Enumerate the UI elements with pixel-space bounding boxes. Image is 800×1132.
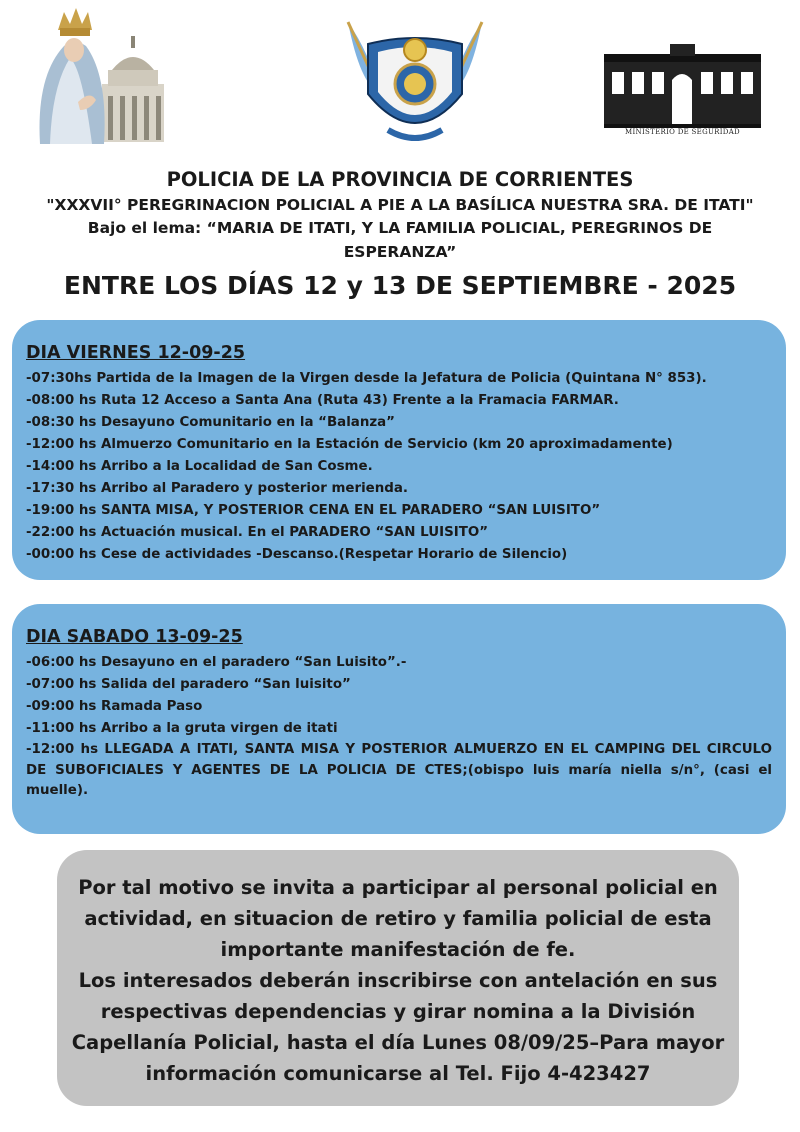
titles-block xyxy=(0,166,800,302)
invitation-line: importante manifestación de fe. xyxy=(220,938,576,961)
invitation-line: actividad, en situacion de retiro y familia policial de esta xyxy=(84,907,712,930)
schedule-item: -17:30 hs Arribo al Paradero y posterior merienda. xyxy=(26,481,409,496)
friday-items xyxy=(26,368,772,566)
invitation-line: Capellanía Policial, hasta el día Lunes 08/09/25–Para mayor xyxy=(71,1031,725,1054)
header-images xyxy=(0,0,800,165)
friday-schedule-card xyxy=(12,320,786,580)
ministry-building-logo xyxy=(600,40,765,140)
friday-heading: DIA VIERNES 12-09-25 xyxy=(26,343,246,363)
schedule-item: -11:00 hs Arribo a la gruta virgen de itati xyxy=(26,721,338,736)
invitation-line: información comunicarse al Tel. Fijo 4-423427 xyxy=(145,1062,651,1085)
police-crest xyxy=(340,14,490,154)
schedule-item: -00:00 hs Cese de actividades -Descanso.(Respetar Horario de Silencio) xyxy=(26,547,568,562)
schedule-item: -14:00 hs Arribo a la Localidad de San Cosme. xyxy=(26,459,373,474)
schedule-item: -19:00 hs SANTA MISA, Y POSTERIOR CENA EN EL PARADERO “SAN LUISITO” xyxy=(26,503,601,518)
event-title: "XXXVII° PEREGRINACION POLICIAL A PIE A LA BASÍLICA NUESTRA SRA. DE ITATI" xyxy=(46,196,754,214)
schedule-item: -07:00 hs Salida del paradero “San luisito” xyxy=(26,677,351,692)
schedule-item: -08:00 hs Ruta 12 Acceso a Santa Ana (Ruta 43) Frente a la Framacia FARMAR. xyxy=(26,393,619,408)
saturday-schedule-card xyxy=(12,604,786,834)
motto: Bajo el lema: “MARIA DE ITATI, Y LA FAMILIA POLICIAL, PEREGRINOS DE ESPERANZA” xyxy=(87,219,713,261)
schedule-item: -06:00 hs Desayuno en el paradero “San Luisito”.- xyxy=(26,655,407,670)
invitation-box xyxy=(57,850,739,1106)
invitation-line: Por tal motivo se invita a participar al personal policial en xyxy=(78,876,718,899)
invitation-line: Los interesados deberán inscribirse con antelación en sus xyxy=(78,969,718,992)
virgin-basilica-image xyxy=(30,6,170,144)
schedule-item: -12:00 hs Almuerzo Comunitario en la Estación de Servicio (km 20 aproximadamente) xyxy=(26,437,673,452)
org-title: POLICIA DE LA PROVINCIA DE CORRIENTES xyxy=(166,168,634,191)
saturday-heading: DIA SABADO 13-09-25 xyxy=(26,627,243,647)
schedule-item: -12:00 hs LLEGADA A ITATI, SANTA MISA Y POSTERIOR ALMUERZO EN EL CAMPING DEL CIRCULO DE SUBOFICIALES Y AGENTES DE LA POLICIA DE CTES;(obispo luis maría niella s/n°, (casi el muelle). xyxy=(26,742,772,798)
schedule-item: -07:30hs Partida de la Imagen de la Virgen desde la Jefatura de Policia (Quintana N° 853). xyxy=(26,371,707,386)
schedule-item: -08:30 hs Desayuno Comunitario en la “Balanza” xyxy=(26,415,395,430)
invitation-line: respectivas dependencias y girar nomina a la División xyxy=(100,1000,696,1023)
saturday-items xyxy=(26,652,772,802)
event-dates: ENTRE LOS DÍAS 12 y 13 DE SEPTIEMBRE - 2025 xyxy=(63,271,737,300)
schedule-item: -22:00 hs Actuación musical. En el PARADERO “SAN LUISITO” xyxy=(26,525,489,540)
schedule-item: -09:00 hs Ramada Paso xyxy=(26,699,203,714)
ministry-caption: MINISTERIO DE SEGURIDAD xyxy=(625,128,740,136)
